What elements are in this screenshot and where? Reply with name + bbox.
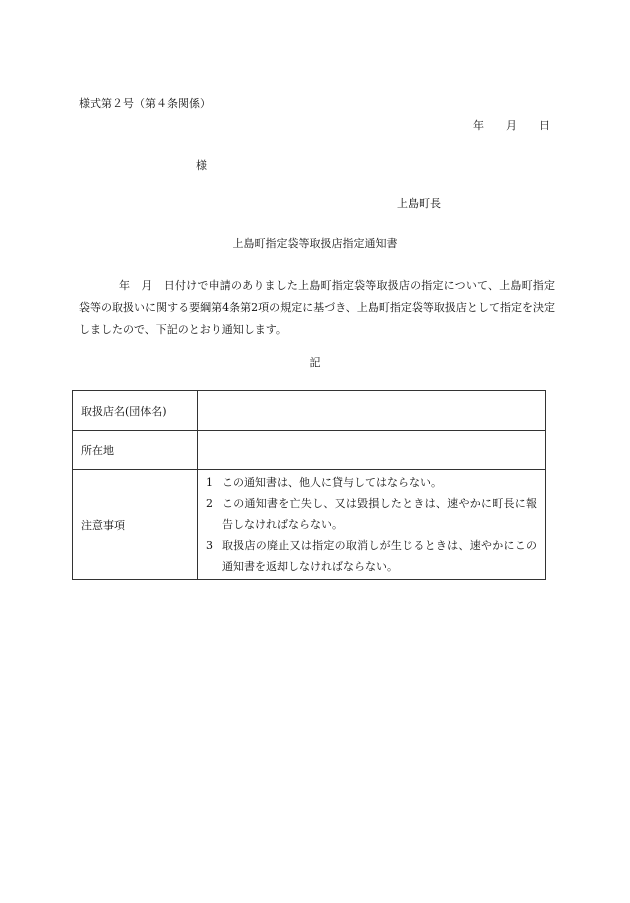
form-number: 様式第２号（第４条関係） — [79, 97, 211, 110]
note-text: 取扱店の廃止又は指定の取消しが生じるときは、速やかにこの通知書を返却しなければならない。 — [222, 539, 537, 573]
store-name-label: 取扱店名(団体名) — [73, 391, 198, 431]
note-text: この通知書は、他人に貸与してはならない。 — [222, 476, 442, 489]
info-table — [72, 390, 546, 580]
addressee-honorific: 様 — [196, 159, 207, 172]
date-month: 月 — [506, 119, 517, 132]
notes-list — [206, 472, 537, 577]
ki-heading: 記 — [309, 356, 321, 369]
list-item — [206, 535, 537, 577]
table-row — [73, 391, 546, 431]
table-row — [73, 431, 546, 470]
table-row — [73, 470, 546, 580]
note-text: この通知書を亡失し、又は毀損したときは、速やかに町長に報告しなければならない。 — [222, 497, 537, 531]
body-paragraph: 年 月 日付けで申請のありました上島町指定袋等取扱店の指定について、上島町指定袋等の取扱いに関する要綱第4条第2項の規定に基づき、上島町指定袋等取扱店として指定を決定しましたので、下記のとおり通知します。 — [79, 279, 555, 336]
notes-label: 注意事項 — [73, 470, 198, 580]
date-day: 日 — [539, 119, 550, 132]
notes-cell — [198, 470, 546, 580]
address-label: 所在地 — [73, 431, 198, 470]
list-item — [206, 472, 537, 493]
list-item — [206, 493, 537, 535]
address-value — [198, 431, 546, 470]
store-name-value — [198, 391, 546, 431]
note-number: 3 — [206, 539, 213, 552]
document-title: 上島町指定袋等取扱店指定通知書 — [232, 237, 398, 250]
note-number: 2 — [206, 497, 213, 510]
date-line — [473, 120, 550, 131]
issuer: 上島町長 — [397, 197, 441, 210]
date-year: 年 — [473, 119, 484, 132]
note-number: 1 — [206, 476, 213, 489]
